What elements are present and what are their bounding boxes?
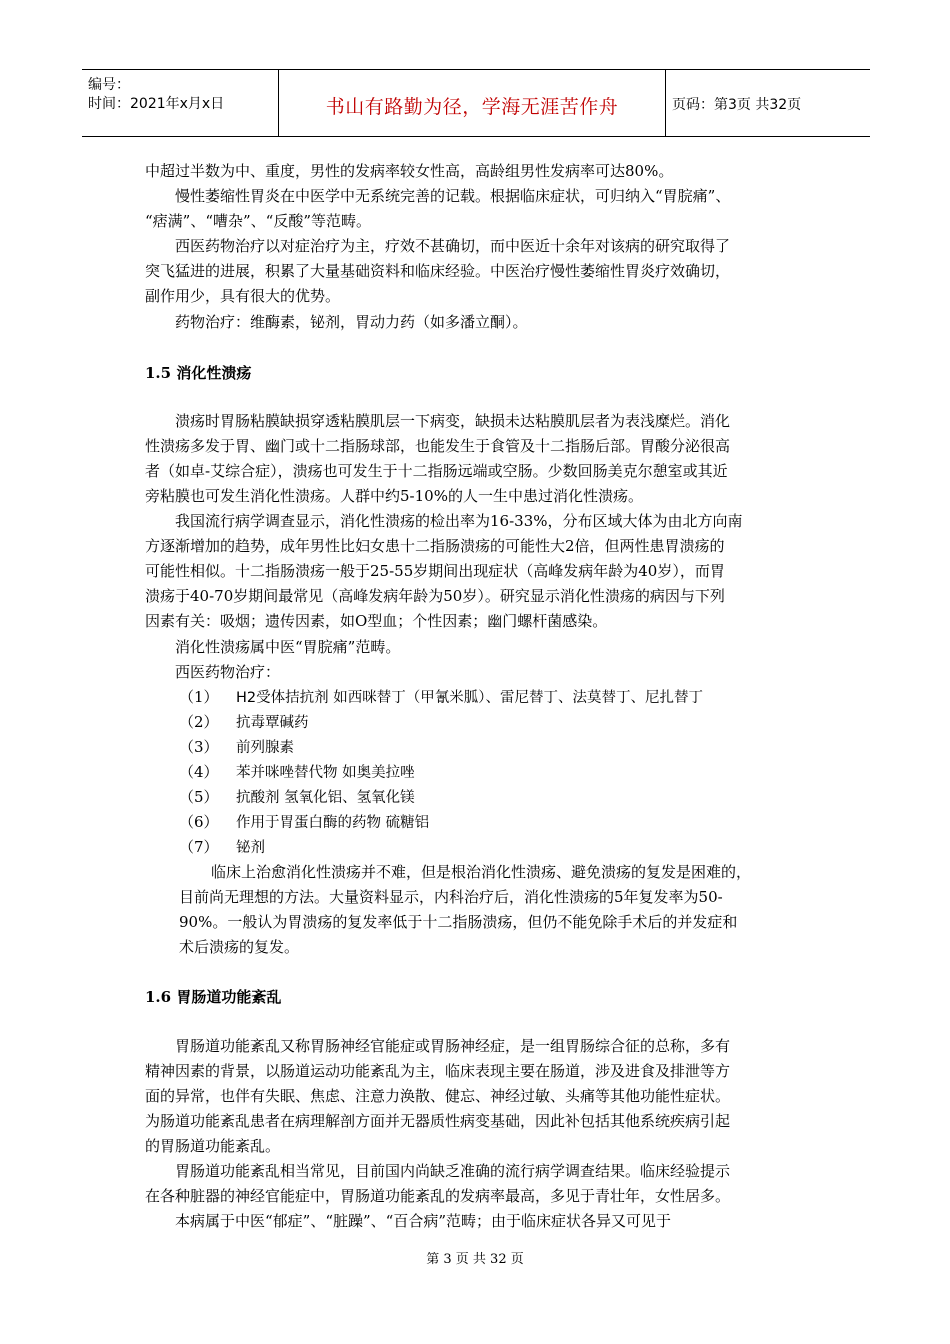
body-line: 突飞猛进的进展，积累了大量基础资料和临床经验。中医治疗慢性萎缩性胃炎疗效确切， [145,262,731,280]
body-line: 本病属于中医“郁症”、“脏躁”、“百合病”范畴；由于临床症状各异又可见于 [175,1212,672,1230]
body-line: 可能性相似。十二指肠溃疡一般于25-55岁期间出现症状（高峰发病年龄为40岁），而胃 [145,562,725,580]
body-line: 的胃肠道功能紊乱。 [145,1137,281,1155]
body-line: 旁粘膜也可发生消化性溃疡。人群中约5-10%的人一生中患过消化性溃疡。 [145,487,643,505]
header-page-cell [666,70,870,136]
list-number: （2） [179,713,219,731]
body-line: 方逐渐增加的趋势，成年男性比妇女患十二指肠溃疡的可能性大2倍，但两性患胃溃疡的 [145,537,725,555]
doc-number-label: 编号： [88,77,130,93]
body-line: “痞满”、“嘈杂”、“反酸”等范畴。 [145,212,372,230]
list-number: （1） [179,688,219,706]
body-line: 慢性萎缩性胃炎在中医学中无系统完善的记载。根据临床症状，可归纳入“胃脘痛”、 [175,187,731,205]
header-page-number: 页码：第3页 共32页 [672,97,802,113]
body-line: 西医药物治疗： [175,663,281,681]
body-line: 我国流行病学调查显示，消化性溃疡的检出率为16-33%，分布区域大体为由北方向南 [175,512,743,530]
body-line: 精神因素的背景，以肠道运动功能紊乱为主，临床表现主要在肠道，涉及进食及排泄等方 [145,1062,731,1080]
body-line: 溃疡于40-70岁期间最常见（高峰发病年龄为50岁）。研究显示消化性溃疡的病因与下列 [145,587,725,605]
body-line: 90%。一般认为胃溃疡的复发率低于十二指肠溃疡，但仍不能免除手术后的并发症和 [179,913,738,931]
list-text: 铋剂 [236,840,265,856]
list-text: 苯并咪唑替代物 如奥美拉唑 [236,765,415,781]
list-number: （4） [179,763,219,781]
header-motto-cell [279,70,666,136]
section-heading: 1.5 消化性溃疡 [145,364,252,382]
body-line: 者（如卓-艾综合症），溃疡也可发生于十二指肠远端或空肠。少数回肠美克尔憩室或其近 [145,462,728,480]
list-number: （3） [179,738,219,756]
body-line: 消化性溃疡属中医“胃脘痛”范畴。 [175,638,401,656]
header-meta-cell [82,70,279,136]
list-number: （6） [179,813,219,831]
body-line: 术后溃疡的复发。 [179,938,300,956]
list-text: 抗毒覃碱药 [236,715,309,731]
list-text: 前列腺素 [236,740,294,756]
list-text: 作用于胃蛋白酶的药物 硫糖铝 [236,815,430,831]
doc-date-label: 时间：2021年x月x日 [88,96,225,112]
list-text: 抗酸剂 氢氧化铝、氢氧化镁 [236,790,415,806]
body-line: 中超过半数为中、重度，男性的发病率较女性高，高龄组男性发病率可达80%。 [145,162,674,180]
body-line: 面的异常，也伴有失眠、焦虑、注意力涣散、健忘、神经过敏、头痛等其他功能性症状。 [145,1087,731,1105]
page-header [82,69,870,137]
body-line: 副作用少，具有很大的优势。 [145,287,341,305]
body-line: 药物治疗：维酶素，铋剂，胃动力药（如多潘立酮）。 [175,313,528,331]
body-line: 西医药物治疗以对症治疗为主，疗效不甚确切，而中医近十余年对该病的研究取得了 [175,237,731,255]
body-line: 为肠道功能紊乱患者在病理解剖方面并无器质性病变基础，因此补包括其他系统疾病引起 [145,1112,731,1130]
body-line: 临床上治愈消化性溃疡并不难，但是根治消化性溃疡、避免溃疡的复发是困难的， [211,863,752,881]
body-line: 胃肠道功能紊乱相当常见，目前国内尚缺乏准确的流行病学调查结果。临床经验提示 [175,1162,731,1180]
body-line: 溃疡时胃肠粘膜缺损穿透粘膜肌层一下病变，缺损未达粘膜肌层者为表浅糜烂。消化 [175,412,731,430]
list-text: H2受体拮抗剂 如西咪替丁（甲氰米胍）、雷尼替丁、法莫替丁、尼扎替丁 [236,690,703,706]
body-line: 胃肠道功能紊乱又称胃肠神经官能症或胃肠神经症，是一组胃肠综合征的总称，多有 [175,1037,731,1055]
section-heading: 1.6 胃肠道功能紊乱 [145,988,282,1006]
body-line: 因素有关：吸烟；遗传因素，如O型血；个性因素；幽门螺杆菌感染。 [145,612,608,630]
list-number: （5） [179,788,219,806]
body-line: 性溃疡多发于胃、幽门或十二指肠球部，也能发生于食管及十二指肠后部。胃酸分泌很高 [145,437,731,455]
list-number: （7） [179,838,219,856]
body-line: 目前尚无理想的方法。大量资料显示，内科治疗后，消化性溃疡的5年复发率为50- [179,888,723,906]
body-line: 在各种脏器的神经官能症中，胃肠道功能紊乱的发病率最高，多见于青壮年，女性居多。 [145,1187,731,1205]
header-motto: 书山有路勤为径，学海无涯苦作舟 [325,96,619,118]
page-footer: 第 3 页 共 32 页 [426,1252,524,1267]
